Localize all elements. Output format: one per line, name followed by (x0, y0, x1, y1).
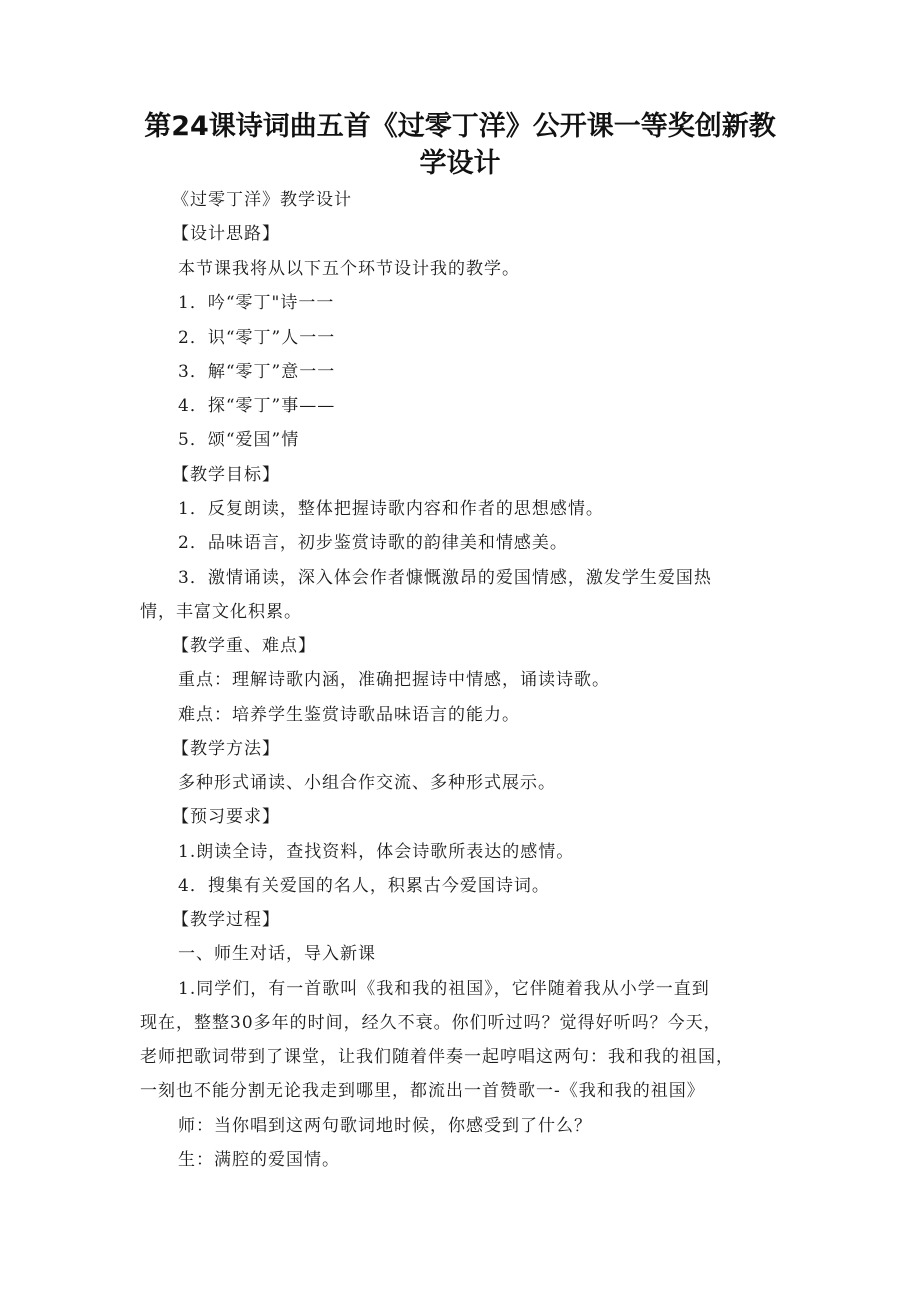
paragraph-line: 多种形式诵读、小组合作交流、多种形式展示。 (178, 773, 556, 793)
list-item: 2．识“零丁”人一一 (178, 328, 336, 348)
paragraph-line: 本节课我将从以下五个环节设计我的教学。 (178, 259, 520, 279)
document-title: 第24课诗词曲五首《过零丁洋》公开课一等奖创新教学设计 (144, 111, 776, 179)
section-heading-key-points: 【教学重、难点】 (172, 636, 316, 656)
section-heading-design: 【设计思路】 (172, 224, 280, 244)
paragraph-line: 一刻也不能分割无论我走到哪里，都流出一首赞歌一-《我和我的祖国》 (140, 1081, 705, 1101)
list-item: 4．探“零丁”事—— (178, 396, 336, 416)
list-item: 1．反复朗读，整体把握诗歌内容和作者的思想感情。 (178, 499, 604, 519)
paragraph-line: 一、师生对话，导入新课 (178, 944, 376, 964)
dialogue-line: 师：当你唱到这两句歌词地时候，你感受到了什么？ (178, 1116, 592, 1136)
list-item: 3．激情诵读，深入体会作者慷慨激昂的爱国情感，激发学生爱国热 (178, 568, 712, 588)
paragraph-line: 1.同学们，有一首歌叫《我和我的祖国》，它伴随着我从小学一直到 (178, 979, 710, 999)
list-item: 2．品味语言，初步鉴赏诗歌的韵律美和情感美。 (178, 533, 568, 553)
paragraph-line: 老师把歌词带到了课堂，让我们随着伴奏一起哼唱这两句：我和我的祖国， (140, 1047, 734, 1067)
dialogue-line: 生：满腔的爱国情。 (178, 1150, 340, 1170)
section-heading-preview: 【预习要求】 (172, 807, 280, 827)
list-item: 5．颂“爱国”情 (178, 430, 300, 450)
list-item: 3．解“零丁”意一一 (178, 362, 336, 382)
paragraph-line: 现在，整整30多年的时间，经久不衰。你们听过吗？觉得好听吗？今天， (140, 1013, 722, 1033)
list-item: 4．搜集有关爱国的名人，积累古今爱国诗词。 (178, 876, 550, 896)
section-heading-process: 【教学过程】 (172, 910, 280, 930)
paragraph-line: 难点：培养学生鉴赏诗歌品味语言的能力。 (178, 705, 520, 725)
paragraph-line: 情，丰富文化积累。 (140, 602, 302, 622)
subtitle-line: 《过零丁洋》教学设计 (172, 190, 352, 210)
section-heading-objectives: 【教学目标】 (172, 465, 280, 485)
list-item: 1．吟“零丁"诗一一 (178, 293, 335, 313)
list-item: 1.朗读全诗，查找资料，体会诗歌所表达的感情。 (178, 842, 575, 862)
paragraph-line: 重点：理解诗歌内涵，准确把握诗中情感，诵读诗歌。 (178, 670, 610, 690)
section-heading-methods: 【教学方法】 (172, 739, 280, 759)
